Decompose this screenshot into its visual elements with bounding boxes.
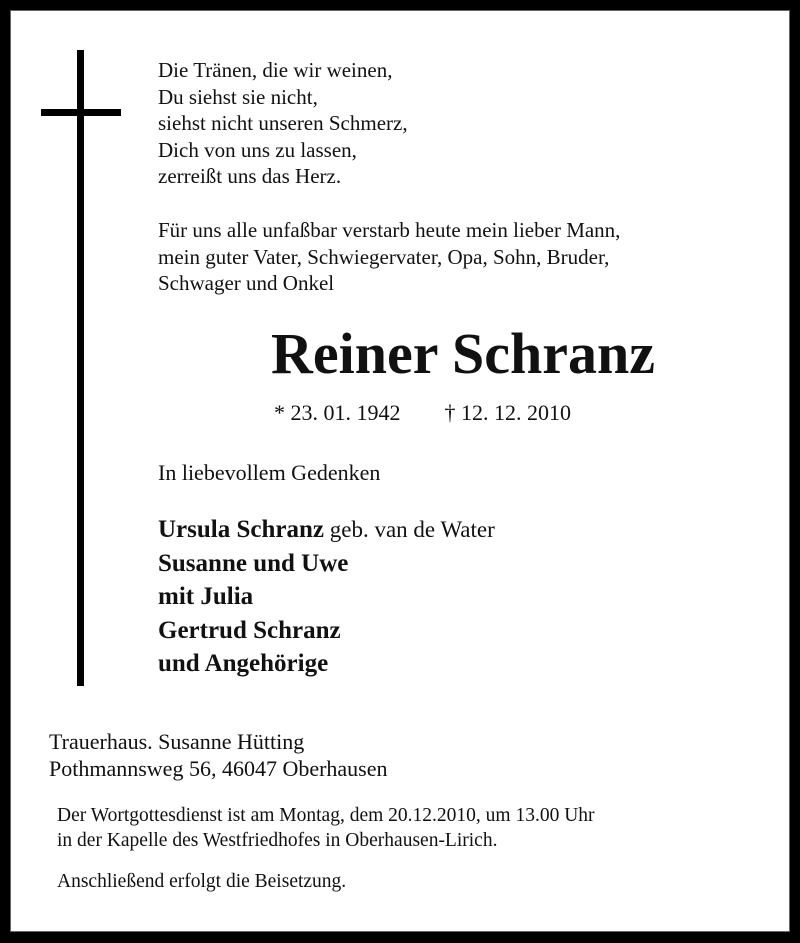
obituary-card xyxy=(10,10,790,932)
announcement-line: Für uns alle unfaßbar verstarb heute mein lieber Mann, xyxy=(158,218,621,242)
address-line: Pothmannsweg 56, 46047 Oberhausen xyxy=(49,755,388,781)
service-info xyxy=(57,803,595,853)
mourning-house-address xyxy=(49,729,388,782)
poem xyxy=(158,57,408,190)
mourner: Susanne und Uwe xyxy=(158,549,349,577)
cross-horizontal-bar xyxy=(41,109,121,116)
life-dates xyxy=(274,399,571,427)
death-date: † 12. 12. 2010 xyxy=(444,400,571,425)
mourner: mit Julia xyxy=(158,583,254,610)
mourner-maiden-name: geb. van de Water xyxy=(323,517,495,542)
mourner: und Angehörige xyxy=(158,650,329,677)
mourner xyxy=(158,513,495,547)
service-line: in der Kapelle des Westfriedhofes in Oberhausen-Lirich. xyxy=(57,830,498,851)
death-announcement xyxy=(158,217,620,297)
announcement-line: mein guter Vater, Schwiegervater, Opa, Sohn, Bruder, xyxy=(158,244,610,269)
burial-info: Anschließend erfolgt die Beisetzung. xyxy=(57,871,347,892)
announcement-line: Schwager und Onkel xyxy=(158,271,335,295)
address-line: Trauerhaus. Susanne Hütting xyxy=(49,729,305,754)
mourner-name: Ursula Schranz xyxy=(158,516,324,543)
poem-line: siehst nicht unseren Schmerz, xyxy=(158,111,408,135)
mourner: Gertrud Schranz xyxy=(158,616,341,644)
poem-line: Du siehst sie nicht, xyxy=(158,84,318,109)
poem-line: Dich von uns zu lassen, xyxy=(158,137,357,162)
birth-date: * 23. 01. 1942 xyxy=(274,400,401,425)
poem-line: zerreißt uns das Herz. xyxy=(158,164,342,188)
poem-line: Die Tränen, die wir weinen, xyxy=(158,58,393,82)
service-line: Der Wortgottesdienst ist am Montag, dem 20.12.2010, um 13.00 Uhr xyxy=(57,805,595,826)
mourners-list xyxy=(158,513,495,681)
memory-line: In liebevollem Gedenken xyxy=(158,460,381,485)
deceased-name: Reiner Schranz xyxy=(271,321,655,386)
